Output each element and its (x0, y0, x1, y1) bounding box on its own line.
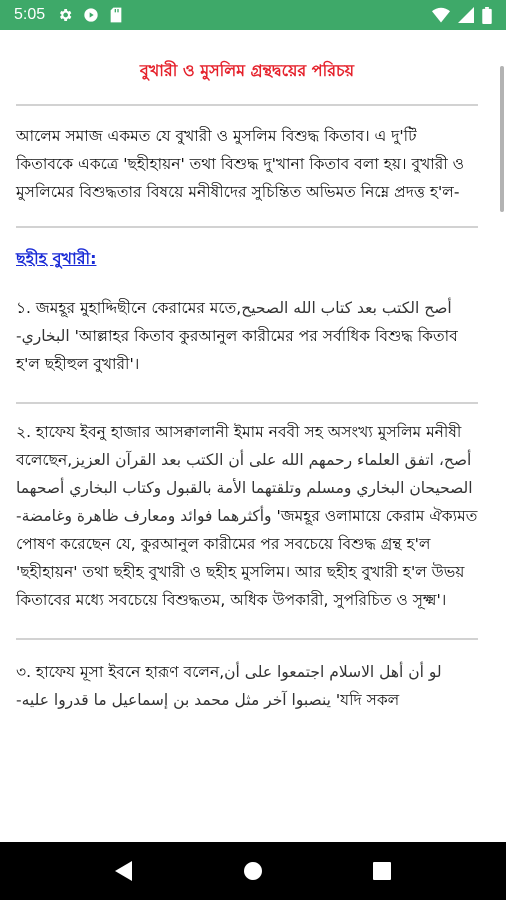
scrollbar-thumb[interactable] (500, 66, 504, 212)
list-item (16, 280, 478, 402)
sd-card-icon (109, 7, 123, 23)
item-arabic-text: أصح، اتفق العلماء رحمهم الله على أن الكتب بعد القرآن العزيز الصحيحان البخاري ومسلم وتلقتهما الأمة بالقبول وكتاب البخاري أصحهما وأكثرهما فوائد ومعارف ظاهرة وغامضة- (16, 451, 473, 525)
article-title: বুখারী ও মুসলিম গ্রন্থদ্বয়ের পরিচয় (139, 61, 355, 80)
article-scroll-view[interactable] (0, 30, 506, 842)
intro-paragraph: আলেম সমাজ একমত যে বুখারী ও মুসলিম বিশুদ্ধ কিতাব। এ দু'টি কিতাবকে একত্রে 'ছহীহায়ন' তথা বিশুদ্ধ দু'খানা কিতাব বলা হয়। বুখারী ও মুসলিমের বিশুদ্ধতার বিষয়ে মনীষীদের সুচিন্তিত অভিমত নিম্নে প্রদত্ত হ'ল- (16, 127, 465, 201)
status-time: 5:05 (14, 6, 46, 23)
status-right-icons (432, 7, 492, 24)
back-icon (114, 860, 134, 882)
status-bar (0, 0, 506, 30)
home-icon (243, 861, 263, 881)
item-arabic-text: أصح الكتب بعد كتاب الله الصحيح البخاري- (16, 299, 452, 345)
item-bangla-text: ৩. হাফেয মূসা ইবনে হারূণ বলেন, (16, 663, 225, 681)
article-body (0, 30, 494, 738)
navigation-bar (0, 842, 506, 900)
battery-icon (482, 7, 492, 24)
status-left-icons (57, 7, 123, 23)
recents-icon (373, 862, 391, 880)
item-bangla-text: 'আল্লাহর কিতাব কুরআনুল কারীমের পর সর্বাধিক বিশুদ্ধ কিতাব হ'ল ছহীহুল বুখারী'। (16, 327, 458, 373)
list-item (16, 404, 478, 638)
list-item (16, 640, 478, 738)
recents-button[interactable] (352, 847, 412, 895)
home-button[interactable] (223, 847, 283, 895)
section-heading: ছহীহ বুখারী: (16, 249, 97, 268)
back-button[interactable] (94, 847, 154, 895)
play-protect-icon (83, 7, 99, 23)
item-bangla-text: ২. হাফেয ইবনু হাজার আসক্বালানী ইমাম নববী সহ অসংখ্য মুসলিম মনীষী বলেছেন, (16, 423, 462, 469)
item-bangla-text: 'যদি সকল (330, 691, 400, 709)
gear-icon (57, 7, 73, 23)
item-arabic-text: لو أن أهل الاسلام اجتمعوا على أن ينصبوا آخر مثل محمد بن إسماعيل ما قدروا عليه- (16, 663, 442, 709)
wifi-icon (432, 7, 450, 23)
signal-icon (458, 7, 474, 23)
item-bangla-text: 'জমহূর ওলামায়ে কেরাম ঐক্যমত পোষণ করেছেন যে, কুরআনুল কারীমের পর সবচেয়ে বিশুদ্ধ গ্রন্থ হ'ল 'ছহীহায়ন' তথা ছহীহ বুখারী ও ছহীহ মুসলিম। আর ছহীহ বুখারী হ'ল উভয় কিতাবের মধ্যে সবচেয়ে বিশুদ্ধতম, অধিক উপকারী, সুপরিচিত ও সূক্ষ্ম'। (16, 507, 478, 609)
item-bangla-text: ১. জমহূর মুহাদ্দিছীনে কেরামের মতে, (16, 299, 242, 317)
